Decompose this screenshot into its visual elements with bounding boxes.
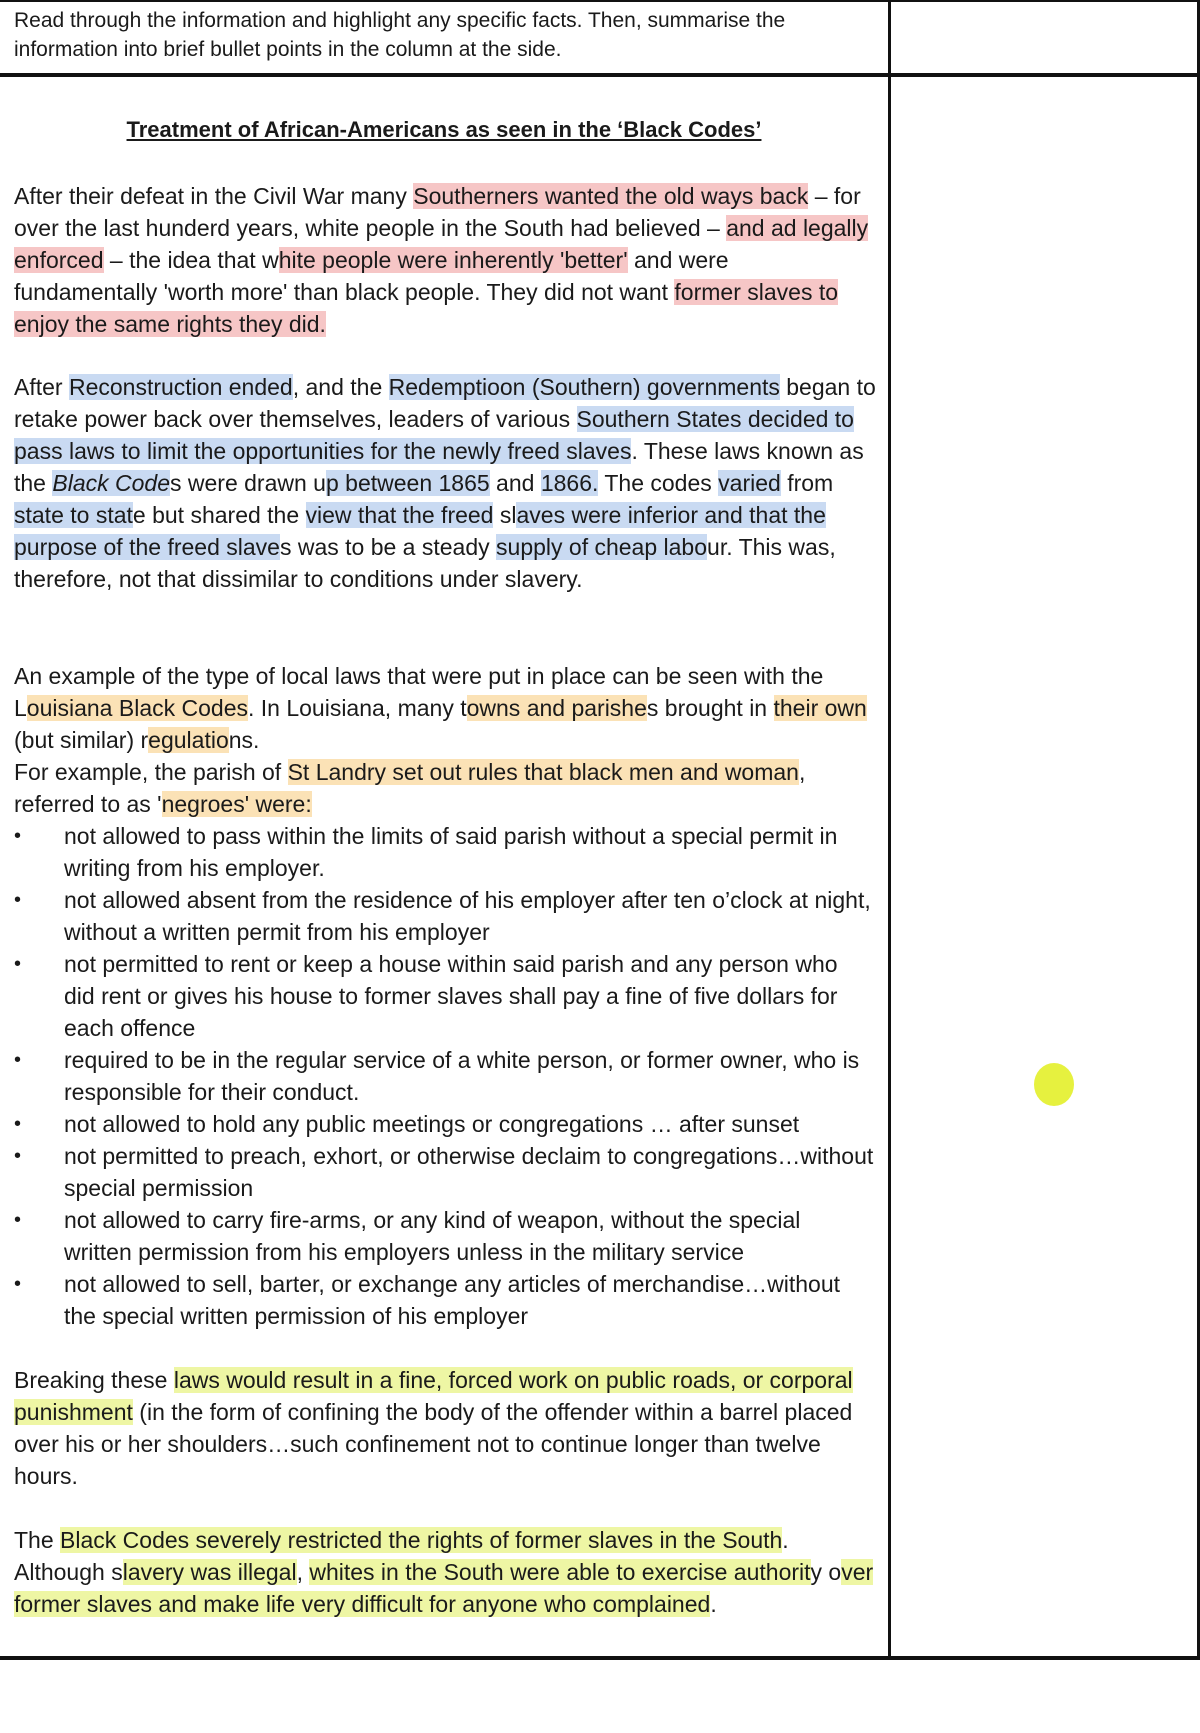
column-divider [888, 0, 891, 1660]
highlight-blue: Reconstruction ended [68, 374, 293, 400]
top-border [0, 0, 1200, 2]
header-row-divider [0, 73, 1200, 77]
highlight-blue: Redemptioon (Southern) governments [388, 374, 780, 400]
instructions-text: Read through the information and highlight any specific facts. Then, summarise the information into brief bullet points in the column at the side. [14, 9, 786, 61]
list-item: • not allowed to carry fire-arms, or any kind of weapon, without the special written permission from his employers unless in the military service [14, 1204, 874, 1268]
highlight-yellow: Black Codes severely restricted the rights of former slaves in the South [60, 1527, 783, 1553]
highlight-yellow: lavery was illegal [122, 1559, 297, 1585]
paragraph-southern-views: After their defeat in the Civil War many Southerners wanted the old ways back – for over the last hunderd years, white people in the South had believed – and ad legally enforced – the idea that white people were inherently 'better' and were fundamentally 'worth more' than black people. They did not want former slaves to enjoy the same rights they did. [14, 183, 869, 337]
list-item: • required to be in the regular service of a white person, or former owner, who is responsible for their conduct. [14, 1044, 874, 1108]
highlight-blue: state to stat [14, 502, 133, 528]
rules-list [14, 820, 874, 1332]
paragraph-reconstruction: After Reconstruction ended, and the Redemptioon (Southern) governments began to retake power back over themselves, leaders of various Southern States decided to pass laws to limit the opportunities for the newly freed slaves. These laws known as the Black Codes were drawn up between 1865 and 1866. The codes varied from state to state but shared the view that the freed slaves were inferior and that the purpose of the freed slaves was to be a steady supply of cheap labour. This was, therefore, not that dissimilar to conditions under slavery. [14, 374, 876, 592]
paragraph-louisiana-example: An example of the type of local laws that were put in place can be seen with the Louisiana Black Codes. In Louisiana, many towns and parishes brought in their own (but similar) regulations. For example, the parish of St Landry set out rules that black men and woman, referred to as 'negroes' were: [14, 663, 867, 817]
list-item: • not allowed to sell, barter, or exchange any articles of merchandise…without the special written permission of his employer [14, 1268, 874, 1332]
list-item: • not allowed to pass within the limits of said parish without a special permit in writing from his employer. [14, 820, 874, 884]
paragraph-conclusion: The Black Codes severely restricted the rights of former slaves in the South. Although slavery was illegal, whites in the South were able to exercise authority over former slaves and make life very difficult for anyone who complained. [14, 1527, 874, 1617]
highlight-blue: view that the freed [305, 502, 494, 528]
highlight-red: and ad legally enforced [14, 215, 869, 273]
highlight-yellow: ver former slaves and make life very difficult for anyone who complained [14, 1559, 874, 1617]
summary-column[interactable] [892, 78, 1197, 1656]
highlight-blue: Black Code [52, 470, 170, 496]
highlight-blue: 1866. [540, 470, 599, 496]
highlight-blue: varied [718, 470, 781, 496]
highlight-blue: p between 1865 [325, 470, 490, 496]
list-item: • not allowed absent from the residence of his employer after ten o’clock at night, without a written permit from his employer [14, 884, 874, 948]
list-item: • not permitted to preach, exhort, or otherwise declaim to congregations…without special permission [14, 1140, 874, 1204]
highlight-red: hite people were inherently 'better' [278, 247, 628, 273]
bottom-border [0, 1656, 1200, 1660]
list-item: • not permitted to rent or keep a house within said parish and any person who did rent or gives his house to former slaves shall pay a fine of five dollars for each offence [14, 948, 874, 1044]
highlight-yellow: laws would result in a fine, forced work on public roads, or corporal punishment [14, 1367, 853, 1425]
highlighter-mark [1034, 1063, 1074, 1106]
paragraph-punishments: Breaking these laws would result in a fine, forced work on public roads, or corporal punishment (in the form of confining the body of the offender within a barrel placed over his or her shoulders…such confinement not to continue longer than twelve hours. [14, 1367, 853, 1489]
highlight-orange: their own [773, 695, 867, 721]
highlight-yellow: whites in the South were able to exercise authorit [309, 1559, 811, 1585]
highlight-red: Southerners wanted the old ways back [413, 183, 809, 209]
highlight-orange: negroes' were: [161, 791, 312, 817]
highlight-orange: owns and parishe [466, 695, 647, 721]
highlight-orange: St Landry set out rules that black men and woman [287, 759, 799, 785]
highlight-blue: aves were inferior and that the purpose of the freed slave [14, 502, 826, 560]
highlight-blue: Southern States decided to pass laws to limit the opportunities for the newly freed slaves [14, 406, 854, 464]
list-item: • not allowed to hold any public meetings or congregations … after sunset [14, 1108, 874, 1140]
page-title: Treatment of African-Americans as seen in the ‘Black Codes’ [126, 117, 762, 142]
highlight-orange: ouisiana Black Codes [26, 695, 248, 721]
highlight-blue: supply of cheap labo [496, 534, 708, 560]
highlight-red: former slaves to enjoy the same rights they did. [14, 279, 839, 337]
highlight-orange: egulatio [148, 727, 229, 753]
